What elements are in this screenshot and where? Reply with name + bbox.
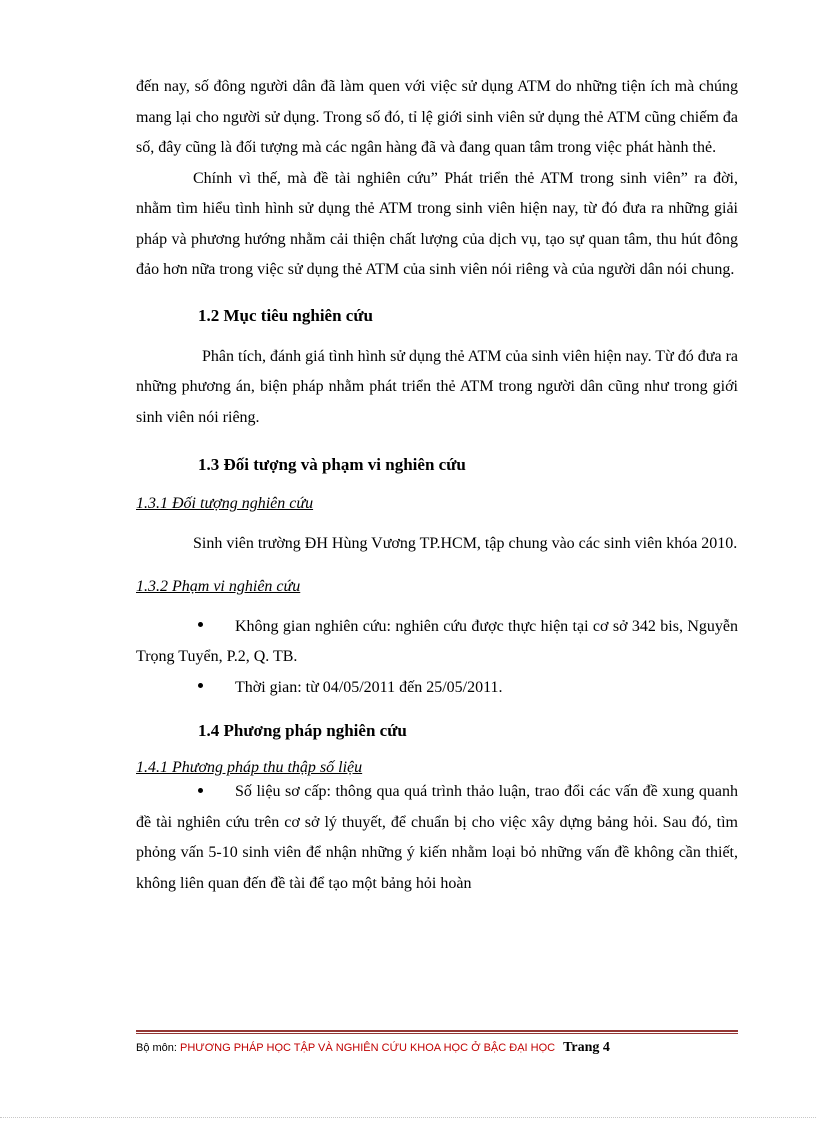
bullet-icon — [198, 683, 203, 688]
page-footer — [136, 1040, 738, 1056]
bullet-icon — [198, 622, 203, 627]
bullet-icon — [198, 788, 203, 793]
list-item-time: Thời gian: từ 04/05/2011 đến 25/05/2011. — [136, 673, 738, 704]
footer-subject: PHƯƠNG PHÁP HỌC TẬP VÀ NGHIÊN CỨU KHOA HỌC Ở BẬC ĐẠI HỌC — [180, 1042, 556, 1054]
heading-1-3-2-scope: 1.3.2 Phạm vi nghiên cứu — [136, 577, 301, 595]
footer-prefix: Bộ môn: — [136, 1042, 181, 1054]
heading-1-3-1-subject: 1.3.1 Đối tượng nghiên cứu — [136, 495, 314, 512]
page-boundary — [0, 1117, 816, 1118]
page-number: Trang 4 — [563, 1040, 610, 1055]
heading-1-3-scope: 1.3 Đối tượng và phạm vi nghiên cứu — [198, 455, 466, 474]
list-item-primary-data: Số liệu sơ cấp: thông qua quá trình thảo luận, trao đổi các vấn đề xung quanh đề tài nghiên cứu trên cơ sở lý thuyết, để chuẩn bị cho việc xây dựng bảng hỏi. Sau đó, tìm phỏng vấn 5-10 sinh viên để nhận những ý kiến nhằm loại bỏ những vấn đề không cần thiết, không liên quan đến đề tài để tạo một bảng hỏi hoàn — [136, 783, 738, 892]
footer-divider — [136, 1030, 738, 1034]
document-page — [136, 72, 738, 899]
heading-1-4-method: 1.4 Phương pháp nghiên cứu — [198, 721, 407, 740]
paragraph-intro-continued: đến nay, số đông người dân đã làm quen với việc sử dụng ATM do những tiện ích mà chúng mang lại cho người sử dụng. Trong số đó, tỉ lệ giới sinh viên sử dụng thẻ ATM cũng chiếm đa số, đây cũng là đối tượng mà các ngân hàng đã và đang quan tâm trong việc phát hành thẻ. — [136, 78, 738, 156]
heading-1-2-objectives: 1.2 Mục tiêu nghiên cứu — [198, 305, 374, 325]
paragraph-topic-rationale: Chính vì thế, mà đề tài nghiên cứu” Phát triển thẻ ATM trong sinh viên” ra đời, nhằm tìm hiểu tình hình sử dụng thẻ ATM trong sinh viên hiện nay, từ đó đưa ra những giải pháp và phương hướng nhằm cải thiện chất lượng của dịch vụ, tạo sự quan tâm, thu hút đông đảo hơn nữa trong việc sử dụng thẻ ATM của sinh viên nói riêng và của người dân nói chung. — [136, 169, 738, 278]
paragraph-objectives: Phân tích, đánh giá tình hình sử dụng thẻ ATM của sinh viên hiện nay. Từ đó đưa ra những phương án, biện pháp nhằm phát triển thẻ ATM trong người dân cũng như trong giới sinh viên nói riêng. — [136, 347, 738, 426]
list-item-space: Không gian nghiên cứu: nghiên cứu được thực hiện tại cơ sở 342 bis, Nguyễn Trọng Tuyển, P.2, Q. TB. — [136, 617, 738, 665]
heading-1-4-1-data-collection: 1.4.1 Phương pháp thu thập số liệu — [136, 759, 363, 776]
paragraph-research-subject: Sinh viên trường ĐH Hùng Vương TP.HCM, tập chung vào các sinh viên khóa 2010. — [193, 535, 738, 552]
